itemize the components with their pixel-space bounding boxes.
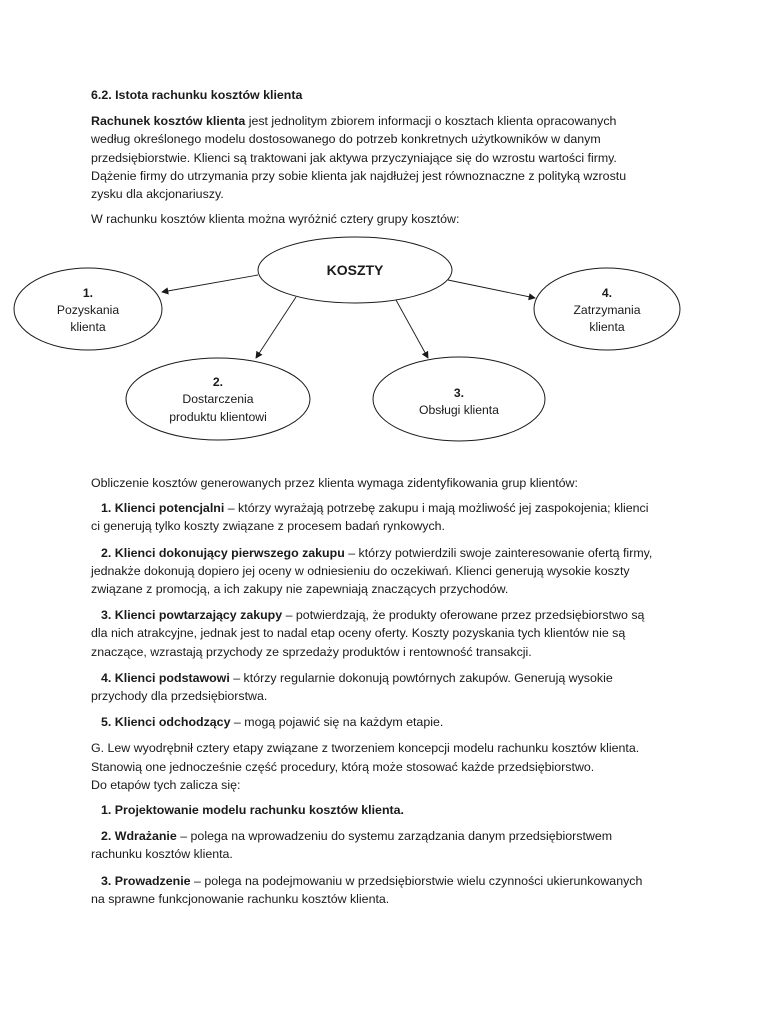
svg-text:Dostarczenia: Dostarczenia xyxy=(182,392,254,406)
stage-3: 3. Prowadzenie – polega na podejmowaniu w przedsiębiorstwie wielu czynności ukierunkowanych na sprawne funkcjonowanie rachunku kosztów klienta. xyxy=(91,873,643,906)
client-group-1: 1. Klienci potencjalni – którzy wyrażają potrzebę zakupu i mają możliwość jej zaspokojenia; klienci ci generują tylko koszty związane z procesem badań rynkowych. xyxy=(91,501,649,534)
root-node-label: KOSZTY xyxy=(326,262,384,278)
intro-term: Rachunek kosztów klienta xyxy=(91,114,246,129)
cost-diagram xyxy=(0,232,768,450)
groups-lead: Obliczenie kosztów generowanych przez klienta wymaga zidentyfikowania grup klientów: xyxy=(91,476,578,490)
svg-text:1.: 1. xyxy=(82,286,94,300)
document-bottom xyxy=(91,474,681,916)
document-top xyxy=(91,86,671,235)
svg-text:klienta: klienta xyxy=(70,320,106,334)
stage-1: 1. Projektowanie modelu rachunku kosztów klienta. xyxy=(101,803,404,818)
arrow-to-node-2 xyxy=(256,297,296,358)
client-group-5: 5. Klienci odchodzący – mogą pojawić się na każdym etapie. xyxy=(101,715,444,730)
arrow-to-node-3 xyxy=(396,300,428,358)
client-group-2: 2. Klienci dokonujący pierwszego zakupu – którzy potwierdzili swoje zainteresowanie ofertą firmy, jednakże dokonują dopiero jej oceny w odniesieniu do oczekiwań. Klienci generują wysokie koszty związane z promocją, a ich zakupy nie zapewniają znaczących przychodów. xyxy=(91,545,653,597)
arrow-to-node-1 xyxy=(162,275,258,292)
client-group-4: 4. Klienci podstawowi – którzy regularnie dokonują powtórnych zakupów. Generują wysokie przychody dla przedsiębiorstwa. xyxy=(91,670,613,704)
svg-text:4.: 4. xyxy=(601,286,613,300)
intro-paragraph: Rachunek kosztów klienta jest jednolitym zbiorem informacji o kosztach klienta opracowanych według określonego modelu dostosowanego do potrzeb konkretnych użytkowników w danym przedsiębiorstwie. Klienci są traktowani jak aktywa przyczyniające się do wzrostu wartości firmy. Dążenie firmy do utrzymania przy sobie klienta jak najdłużej jest równoznaczne z polityką wzrostu zysku dla akcjonariuszy. xyxy=(91,114,627,202)
svg-text:Obsługi klienta: Obsługi klienta xyxy=(419,403,499,417)
svg-text:2.: 2. xyxy=(212,375,224,389)
svg-text:klienta: klienta xyxy=(589,320,625,334)
svg-text:Pozyskania: Pozyskania xyxy=(56,303,120,317)
section-heading: 6.2. Istota rachunku kosztów klienta xyxy=(91,88,303,102)
svg-text:Zatrzymania: Zatrzymania xyxy=(573,303,641,317)
groups-intro: W rachunku kosztów klienta można wyróżnić cztery grupy kosztów: xyxy=(91,212,460,227)
svg-text:3.: 3. xyxy=(453,386,465,400)
cost-diagram-svg xyxy=(0,232,768,450)
stage-2: 2. Wdrażanie – polega na wprowadzeniu do systemu zarządzania danym przedsiębiorstwem rachunku kosztów klienta. xyxy=(91,829,613,862)
client-group-3: 3. Klienci powtarzający zakupy – potwierdzają, że produkty oferowane przez przedsiębiorstwo są dla nich atrakcyjne, jednak jest to nadal etap oceny oferty. Koszty pozyskania tych klientów nie są znaczące, wzrastają przychody ze sprzedaży produktów i rentowność transakcji. xyxy=(91,608,645,659)
arrow-to-node-4 xyxy=(448,280,535,298)
svg-text:produktu klientowi: produktu klientowi xyxy=(169,410,267,424)
stages-intro: G. Lew wyodrębnił cztery etapy związane z tworzeniem koncepcji modelu rachunku kosztów klienta. Stanowią one jednocześnie część procedury, którą może stosować każde przedsiębiorstwo. Do etapów tych zalicza się: xyxy=(91,741,640,792)
